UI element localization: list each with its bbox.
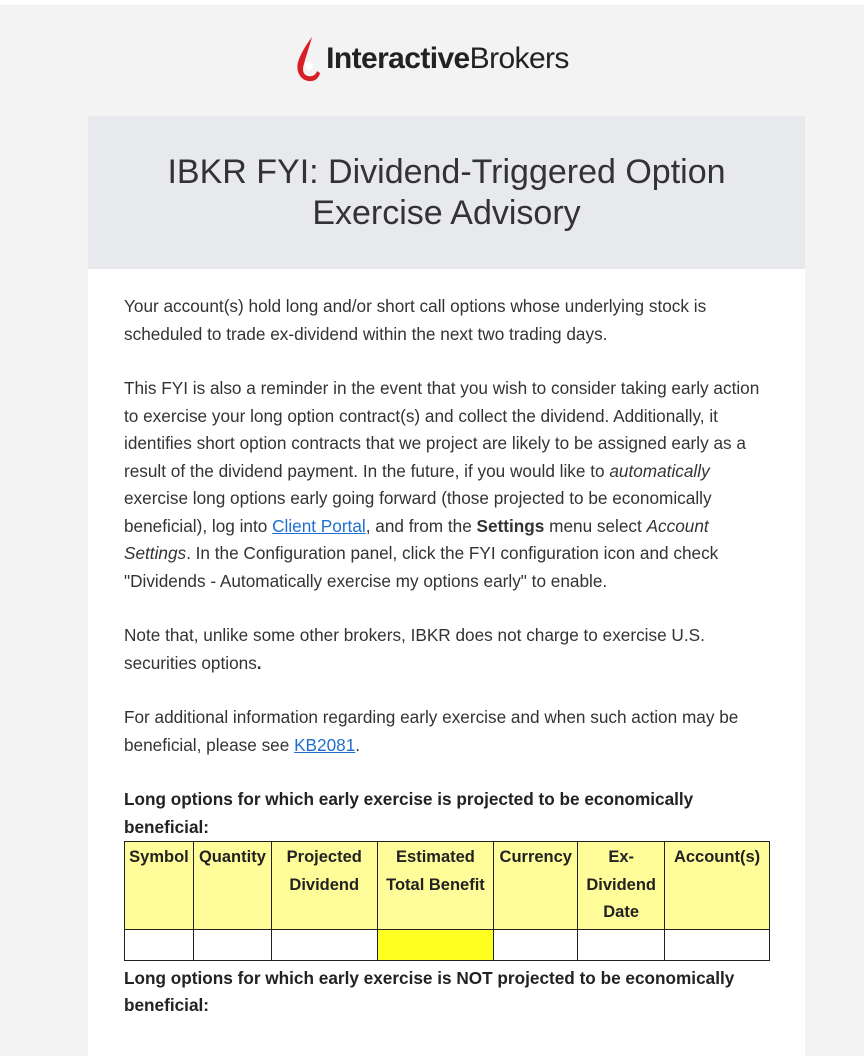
email-card (88, 116, 805, 1056)
col-symbol: Symbol (125, 842, 194, 930)
cell-accounts (665, 929, 770, 960)
client-portal-link[interactable]: Client Portal (272, 515, 366, 536)
cell-estimated-total-benefit (377, 929, 494, 960)
col-projected-dividend: Projected Dividend (271, 842, 377, 930)
cell-ex-dividend-date (578, 929, 665, 960)
intro-paragraph: Your account(s) hold long and/or short call options whose underlying stock is scheduled to trade ex-dividend within the next two trading days. (124, 296, 707, 344)
cell-currency (494, 929, 578, 960)
col-currency: Currency (494, 842, 578, 930)
card-header (88, 116, 805, 269)
reminder-paragraph: This FYI is also a reminder in the event that you wish to consider taking early action to exercise your long option contract(s) and collect the dividend. Additionally, it identifies short option contracts that we project are likely to be assigned early as a result of the dividend payment. In the future, if you would like to automatically exercise long options early going forward (those projected to be economically beneficial), log into Client Portal, and from the Settings menu select Account Settings. In the Configuration panel, click the FYI configuration icon and check "Dividends - Automatically exercise my options early" to enable. (124, 378, 760, 591)
col-accounts: Account(s) (665, 842, 770, 930)
kb2081-link[interactable]: KB2081 (294, 734, 356, 755)
kb-paragraph: For additional information regarding early exercise and when such action may be beneficial, please see KB2081. (124, 707, 739, 755)
table1-title: Long options for which early exercise is projected to be economically beneficial: (124, 789, 694, 837)
logo-wordmark: InteractiveBrokers (326, 42, 569, 75)
table-row (125, 929, 770, 960)
table-header-row (125, 842, 770, 930)
email-body (88, 269, 805, 1020)
beneficial-options-table (124, 841, 770, 961)
top-strip (0, 0, 864, 5)
page-title: IBKR FYI: Dividend-Triggered Option Exercise Advisory (167, 152, 726, 232)
cell-quantity (193, 929, 271, 960)
cell-projected-dividend (271, 929, 377, 960)
ib-flame-icon (295, 34, 321, 84)
table2-title: Long options for which early exercise is NOT projected to be economically beneficial: (124, 967, 735, 1015)
col-ex-dividend-date: Ex-Dividend Date (578, 842, 665, 930)
cell-symbol (125, 929, 194, 960)
logo (0, 34, 864, 84)
col-quantity: Quantity (193, 842, 271, 930)
fees-paragraph: Note that, unlike some other brokers, IBKR does not charge to exercise U.S. securities options. (124, 625, 705, 673)
col-estimated-total-benefit: Estimated Total Benefit (377, 842, 494, 930)
